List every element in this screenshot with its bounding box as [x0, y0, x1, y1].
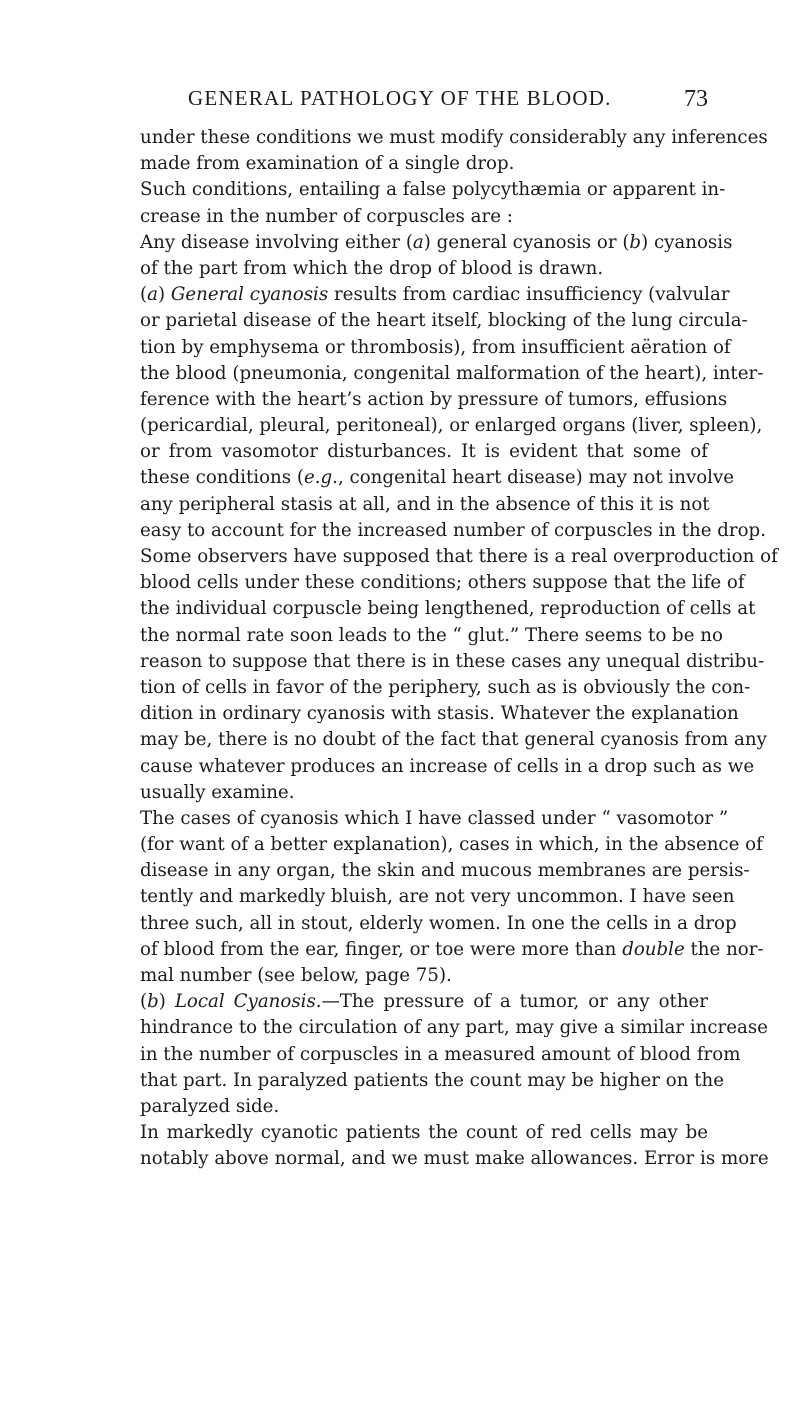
- text-segment: of the part from which the drop of blood is drawn.: [140, 257, 604, 279]
- italic-text: b: [629, 231, 642, 253]
- text-segment: , congenital heart disease) may not involve: [337, 467, 735, 489]
- text-line: [140, 1068, 724, 1094]
- running-head: [140, 86, 708, 114]
- text-segment: under these conditions we must modify considerably any inferences: [140, 127, 768, 148]
- text-segment: The cases of cyanosis which I have classed under “ vasomotor ”: [140, 807, 729, 829]
- text-segment: (: [140, 284, 148, 306]
- text-segment: cause whatever produces an increase of cells in a drop such as we: [140, 755, 755, 777]
- text-line: [140, 308, 748, 334]
- text-line: [140, 1015, 768, 1041]
- text-line: [140, 544, 778, 570]
- text-line: [140, 1120, 708, 1146]
- text-segment: paralyzed side.: [140, 1095, 280, 1117]
- text-line: [140, 858, 750, 884]
- italic-text: a: [412, 231, 424, 253]
- text-line: [140, 806, 729, 832]
- text-segment: ference with the heart’s action by pressure of tumors, effusions: [140, 388, 728, 410]
- text-line: [140, 439, 708, 465]
- text-line: [140, 727, 767, 753]
- text-segment: ): [157, 284, 171, 306]
- text-segment: results from cardiac insufficiency (valvular: [328, 284, 730, 306]
- text-segment: In markedly cyanotic patients the count of red cells may be: [140, 1122, 708, 1144]
- text-segment: tion of cells in favor of the periphery, such as is obviously the con-: [140, 676, 751, 698]
- text-line: [140, 1146, 769, 1172]
- text-line: [140, 361, 764, 387]
- text-line: [140, 465, 735, 491]
- text-line: [140, 832, 763, 858]
- text-line: [140, 1094, 708, 1120]
- text-line: [140, 230, 733, 256]
- text-segment: Such conditions, entailing a false polycythæmia or apparent in-: [140, 179, 726, 201]
- text-line: [140, 204, 708, 230]
- text-segment: or from vasomotor disturbances. It is evident that some of: [140, 441, 708, 463]
- text-segment: hindrance to the circulation of any part, may give a similar increase: [140, 1017, 768, 1039]
- text-segment: mal number (see below, page 75).: [140, 965, 452, 986]
- text-segment: that part. In paralyzed patients the count may be higher on the: [140, 1069, 724, 1091]
- text-line: [140, 492, 708, 518]
- text-segment: may be, there is no doubt of the fact that general cyanosis from any: [140, 729, 767, 751]
- text-line: [140, 649, 765, 675]
- text-segment: (for want of a better explanation), cases in which, in the absence of: [140, 834, 763, 856]
- text-line: [140, 911, 737, 937]
- text-segment: disease in any organ, the skin and mucous membranes are persis-: [140, 860, 750, 882]
- text-segment: notably above normal, and we must make allowances. Error is more: [140, 1148, 769, 1170]
- text-segment: or parietal disease of the heart itself, blocking of the lung circula-: [140, 310, 748, 332]
- text-line: [140, 963, 708, 989]
- text-line: [140, 282, 730, 308]
- text-segment: (pericardial, pleural, peritoneal), or enlarged organs (liver, spleen),: [140, 415, 763, 437]
- text-segment: the normal rate soon leads to the “ glut.” There seems to be no: [140, 624, 723, 646]
- text-line: [140, 518, 766, 544]
- text-segment: of blood from the ear, finger, or toe were more than: [140, 938, 623, 960]
- text-segment: tently and markedly bluish, are not very uncommon. I have seen: [140, 886, 735, 908]
- text-segment: ): [158, 991, 175, 1013]
- italic-text: Local Cyanosis.: [174, 991, 322, 1013]
- italic-text: a: [147, 284, 158, 306]
- text-line: [140, 177, 726, 203]
- text-line: [140, 937, 764, 963]
- text-segment: Any disease involving either (: [140, 231, 413, 253]
- text-segment: usually examine.: [140, 781, 295, 803]
- text-segment: the nor-: [684, 938, 764, 960]
- text-line: [140, 701, 739, 727]
- text-segment: any peripheral stasis at all, and in the absence of this it is not: [140, 493, 710, 515]
- text-line: [140, 151, 708, 177]
- text-segment: tion by emphysema or thrombosis), from insufficient aëration of: [140, 336, 731, 358]
- text-line: [140, 413, 763, 439]
- text-line: [140, 335, 731, 361]
- text-line: [140, 256, 708, 282]
- text-line: [140, 1042, 741, 1068]
- italic-text: double: [622, 938, 685, 960]
- text-segment: Some observers have supposed that there is a real overproduction of: [140, 546, 778, 567]
- text-segment: dition in ordinary cyanosis with stasis. Whatever the explanation: [140, 703, 739, 725]
- text-segment: blood cells under these conditions; others suppose that the life of: [140, 572, 745, 594]
- text-line: [140, 125, 768, 151]
- text-line: [140, 754, 755, 780]
- text-segment: these conditions (: [140, 467, 304, 489]
- text-segment: three such, all in stout, elderly women. In one the cells in a drop: [140, 912, 737, 934]
- body-text: [140, 125, 778, 1173]
- text-segment: the individual corpuscle being lengthened, reproduction of cells at: [140, 598, 756, 620]
- page-number: 73: [684, 86, 708, 112]
- text-line: [140, 623, 723, 649]
- text-segment: —The pressure of a tumor, or any other: [321, 991, 709, 1013]
- text-line: [140, 387, 728, 413]
- text-segment: the blood (pneumonia, congenital malformation of the heart), inter-: [140, 362, 764, 384]
- text-segment: in the number of corpuscles in a measured amount of blood from: [140, 1043, 741, 1065]
- text-segment: made from examination of a single drop.: [140, 153, 515, 175]
- text-line: [140, 675, 751, 701]
- italic-text: General cyanosis: [170, 284, 329, 306]
- text-segment: ) cyanosis: [641, 231, 733, 253]
- italic-text: b: [147, 991, 159, 1013]
- text-segment: easy to account for the increased number of corpuscles in the drop.: [140, 519, 766, 541]
- text-line: [140, 596, 756, 622]
- text-segment: crease in the number of corpuscles are :: [140, 205, 513, 227]
- text-segment: reason to suppose that there is in these cases any unequal distribu-: [140, 650, 765, 672]
- italic-text: e.g.: [303, 467, 338, 489]
- text-line: [140, 989, 708, 1015]
- text-line: [140, 884, 735, 910]
- text-segment: ) general cyanosis or (: [423, 231, 630, 253]
- text-segment: (: [140, 991, 148, 1013]
- text-line: [140, 780, 708, 806]
- running-title: GENERAL PATHOLOGY OF THE BLOOD.: [188, 86, 612, 110]
- text-line: [140, 570, 745, 596]
